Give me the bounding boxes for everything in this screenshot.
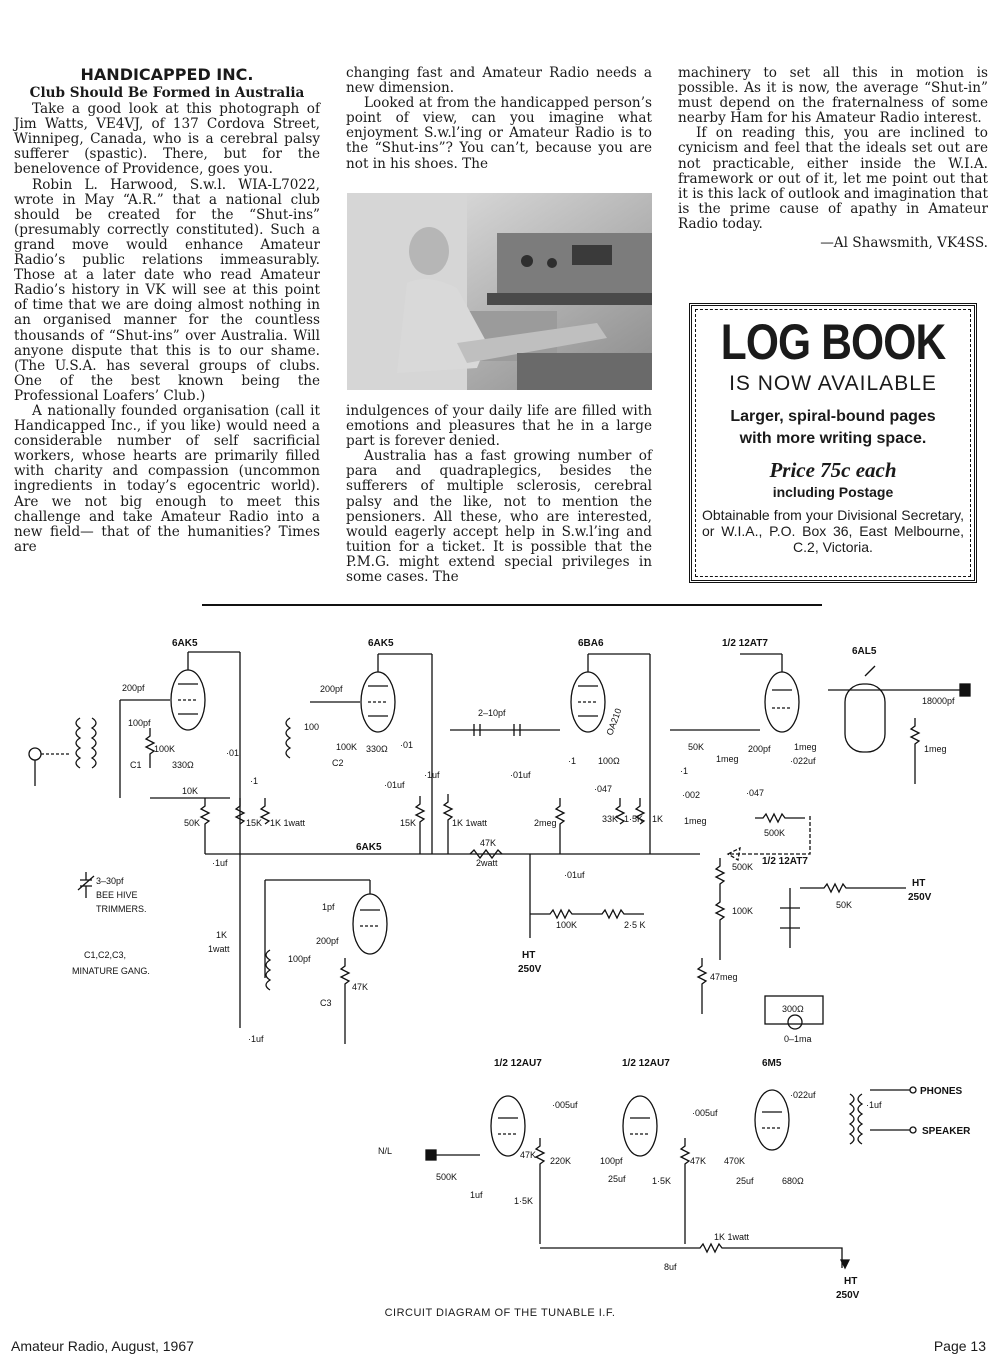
resistor-100k-1	[146, 728, 154, 768]
label-100pf-1: 100pf	[128, 718, 151, 728]
article-signature: —Al Shawsmith, VK4SS.	[820, 235, 988, 252]
tube-6al5	[845, 684, 885, 752]
label-15k-6: 1·5K	[514, 1196, 534, 1206]
article-column-1	[14, 66, 320, 555]
label-c022-4: ·022uf	[790, 756, 816, 766]
label-c1: C1	[130, 760, 142, 770]
label-c01uf-3: ·01uf	[510, 770, 531, 780]
label-trimmers-3: TRIMMERS.	[96, 904, 147, 914]
label-ht-2: HT	[912, 878, 926, 889]
label-8uf: 8uf	[664, 1262, 677, 1272]
output-transformer-secondary-icon	[858, 1094, 862, 1144]
coil-2-icon	[286, 718, 290, 758]
label-1k-1watt-2: 1K 1watt	[452, 818, 488, 828]
label-1k-1watt-8: 1K 1watt	[714, 1232, 750, 1242]
label-200pf-1: 200pf	[122, 683, 145, 693]
label-nl: N/L	[378, 1146, 393, 1156]
label-ht-3-voltage: 250V	[836, 1290, 860, 1301]
coil-3-icon	[266, 950, 270, 990]
label-680-ohm: 680Ω	[782, 1176, 804, 1186]
resistor-50k-c	[800, 884, 906, 892]
article-paragraph: machinery to set all this in motion is possible. As it is now, the average “Shut-in” must depend on the fraternalness of some nearby Ham for his Amateur Radio interest.	[678, 65, 988, 127]
ad-obtain-info: Obtainable from your Divisional Secretary, or W.I.A., P.O. Box 36, East Melbourne, C.2, Victoria.	[702, 507, 964, 555]
resistor-50k-1	[201, 798, 209, 854]
label-47k-6: 47K	[520, 1150, 537, 1160]
label-47k: 47K	[480, 838, 497, 848]
label-100k-1: 100K	[154, 744, 176, 754]
label-c1-c: ·1	[680, 766, 689, 776]
label-47meg: 47meg	[710, 972, 738, 982]
label-33k: 33K	[602, 814, 619, 824]
label-50k-4: 50K	[688, 742, 705, 752]
label-330-2: 330Ω	[366, 744, 388, 754]
label-c1uf-2: ·1uf	[424, 770, 440, 780]
label-gang-2: MINATURE GANG.	[72, 966, 150, 976]
resistor-47k-5	[341, 958, 349, 1044]
label-trimmers-1: 3–30pf	[96, 876, 124, 886]
footer-publication: Amateur Radio, August, 1967	[11, 1338, 194, 1354]
label-trimmers-2: BEE HIVE	[96, 890, 138, 900]
resistor-tuning-chain	[530, 910, 644, 918]
article-paragraph: changing fast and Amateur Radio needs a new dimension.	[346, 65, 652, 97]
label-10k: 10K	[182, 786, 199, 796]
label-300-ohm: 300Ω	[782, 1004, 804, 1014]
label-c1-a: ·1	[250, 776, 259, 786]
ad-postage: including Postage	[772, 484, 894, 500]
label-100pf-5: 100pf	[288, 954, 311, 964]
label-phones: PHONES	[920, 1086, 963, 1097]
article-paragraph: Australia has a fast growing number of para and quadraplegics, besides the sufferers of multiple sclerosis, cerebral palsy and the like, not to mention the pensioners. All these, who are interested, would eagerly accept help in S.w.l’ing and tuition for a ticket. It is possible that the P.M.G. might extend special privileges in some cases. The	[346, 448, 652, 586]
resistor-1k-2	[444, 794, 452, 854]
label-speaker: SPEAKER	[922, 1126, 971, 1137]
article-headline: HANDICAPPED INC.	[80, 65, 254, 84]
label-1meg-b: 1meg	[794, 742, 817, 752]
tube-label-1: 6AK5	[172, 638, 198, 649]
output-transformer-icon	[850, 1094, 854, 1144]
label-c1-b: ·1	[568, 756, 577, 766]
label-2watt: 2watt	[476, 858, 498, 868]
resistor-chain-500k-100k	[716, 858, 724, 960]
article-paragraph: A nationally founded organisation (call it Handicapped Inc., if you like) would need a considerable number of self sacrificial workers, whose hearts are primarily filled with charity and compassion (uncommon ingredients in today’s egocentric world). Are we not big enough to meet this challenge and take Amateur Radio into a new field— that of the humanities? Times are	[14, 402, 320, 555]
label-c2: C2	[332, 758, 344, 768]
label-1pf: 1pf	[322, 902, 335, 912]
tube-label-5: 6AL5	[852, 646, 877, 657]
article-paragraph: Looked at from the handicapped person’s point of view, can you imagine what enjoyment S.w.l’ing or Amateur Radio is to the “Shut-ins”? You can’t, because you are not in his shoes. The	[346, 95, 652, 172]
label-1meg-a: 1meg	[716, 754, 739, 764]
label-oa210: OA210	[604, 706, 624, 737]
label-100-2: 100	[304, 722, 320, 732]
label-500k-b: 500K	[732, 862, 754, 872]
tube-label-3: 6BA6	[578, 638, 604, 649]
article-column-2-continued	[346, 404, 652, 585]
photograph-jim-watts	[347, 193, 652, 390]
phones-terminal-icon	[910, 1087, 916, 1093]
label-47k-5: 47K	[352, 982, 369, 992]
label-c01-2: ·01	[400, 740, 414, 750]
label-47k-7: 47K	[690, 1156, 707, 1166]
section-divider	[202, 604, 822, 606]
label-15k-1: 15K	[246, 818, 263, 828]
label-ht-1-voltage: 250V	[518, 964, 542, 975]
logbook-advertisement	[689, 303, 977, 583]
tube-12at7-1	[765, 672, 799, 732]
resistor-1meg-d	[911, 718, 919, 784]
label-15k-2: 15K	[400, 818, 417, 828]
tube-6ak5-osc	[353, 894, 387, 954]
label-100k-2: 100K	[336, 742, 358, 752]
resistor-2meg	[556, 798, 564, 854]
label-c002: ·002	[682, 790, 701, 800]
label-200pf-5: 200pf	[316, 936, 339, 946]
label-gang-1: C1,C2,C3,	[84, 950, 127, 960]
article-subheadline: Club Should Be Formed in Australia	[29, 85, 305, 101]
label-2meg: 2meg	[534, 818, 557, 828]
label-ht-2-voltage: 250V	[908, 892, 932, 903]
label-1uf-6: 1uf	[470, 1190, 483, 1200]
label-18000pf: 18000pf	[922, 696, 955, 706]
label-100-ohm: 100Ω	[598, 756, 620, 766]
label-15k-7: 1·5K	[652, 1176, 672, 1186]
label-25uf-8: 25uf	[736, 1176, 754, 1186]
label-c01uf-4: ·01uf	[564, 870, 585, 880]
article-column-2	[346, 66, 652, 172]
coil-1-icon	[76, 718, 80, 768]
article-paragraph: indulgences of your daily life are filled with emotions and pleasures that he in a large part is forever denied.	[346, 403, 652, 450]
label-470k: 470K	[724, 1156, 746, 1166]
label-ht-1: HT	[522, 950, 536, 961]
label-220k: 220K	[550, 1156, 572, 1166]
tube-label-9: 1/2 12AU7	[622, 1058, 670, 1069]
label-1k-3: 1K	[652, 814, 664, 824]
label-15k-3: 1·5K	[624, 814, 644, 824]
label-100pf-7: 100pf	[600, 1156, 623, 1166]
label-c1uf-a: ·1uf	[212, 858, 228, 868]
tube-label-6: 6AK5	[356, 842, 382, 853]
tube-label-10: 6M5	[762, 1058, 782, 1069]
label-1watt-5: 1watt	[208, 944, 230, 954]
label-c047-2: ·047	[746, 788, 765, 798]
label-c3: C3	[320, 998, 332, 1008]
resistor-1k-1	[261, 798, 269, 824]
label-1meg-c: 1meg	[684, 816, 707, 826]
nl-terminal-icon	[426, 1150, 436, 1160]
label-1k-1watt-1: 1K 1watt	[270, 818, 306, 828]
article-paragraph: Robin L. Harwood, S.w.l. WIA-L7022, wrote in May “A.R.” that a national club should be created for the “Shut-ins” (presumably correctly constituted). Such a grand move would enhance Amateur Radio’s public relations immeasurably. Those at a later date who read Amateur Radio’s history in VK will see at this point of time that we are doing almost nothing in an organised manner for the countless thousands of “Shut-ins” over Australia. Will anyone dispute that this is to our shame. (The U.S.A. has several groups of clubs. One of the best known being the Professional Loafers’ Club.)	[14, 176, 320, 404]
label-50k-c: 50K	[836, 900, 853, 910]
coil-1b-icon	[92, 718, 96, 768]
photo-illustration	[347, 193, 652, 390]
article-paragraph: If on reading this, you are inclined to cynicism and feel that the ideals set out are not practicable, either inside the W.I.A. framework or out of it, let me point out that it is this lack of outlook and imagination that is the prime cause of apathy in Amateur Radio today.	[678, 125, 988, 232]
switch-icon	[865, 666, 875, 676]
tube-label-2: 6AK5	[368, 638, 394, 649]
resistor-47meg	[698, 958, 706, 1014]
label-c047-1: ·047	[594, 784, 613, 794]
ad-description-line-1: Larger, spiral-bound pages	[730, 408, 936, 425]
article-paragraph: Take a good look at this photograph of Jim Watts, VE4VJ, of 137 Cordova Street, Winnipeg, Canada, who is a cerebral palsy sufferer (spastic). There, but for the benelovence of Providence, goes you.	[14, 101, 320, 178]
footer-page-number: Page 13	[933, 1338, 986, 1354]
label-50k-1: 50K	[184, 818, 201, 828]
tube-label-7: 1/2 12AT7	[762, 856, 808, 867]
circuit-caption: CIRCUIT DIAGRAM OF THE TUNABLE I.F.	[384, 1307, 616, 1319]
ad-price: Price 75c each	[769, 458, 897, 482]
label-100k-b: 100K	[732, 906, 754, 916]
tube-label-4: 1/2 12AT7	[722, 638, 768, 649]
trimmer-capacitor-icon	[78, 872, 94, 898]
label-1k-5: 1K	[216, 930, 228, 940]
label-2-5k: 2·5 K	[624, 920, 646, 930]
tube-6m5	[755, 1090, 789, 1150]
label-022-8: ·022uf	[790, 1090, 816, 1100]
article-column-3	[678, 66, 988, 251]
label-1uf-8: ·1uf	[866, 1100, 882, 1110]
label-25uf-7: 25uf	[608, 1174, 626, 1184]
resistor-500k-a	[755, 814, 805, 822]
label-200pf-2: 200pf	[320, 684, 343, 694]
label-c1uf-5: ·1uf	[248, 1034, 264, 1044]
speaker-terminal-icon	[910, 1127, 916, 1133]
tube-label-8: 1/2 12AU7	[494, 1058, 542, 1069]
output-terminal-icon	[960, 684, 970, 696]
input-jack-icon	[29, 748, 41, 760]
tube-12at7-2	[780, 888, 800, 948]
circuit-diagram	[0, 618, 1000, 1318]
label-500k-c: 500K	[436, 1172, 458, 1182]
meter-icon	[788, 1015, 802, 1029]
label-meter: 0–1ma	[784, 1034, 812, 1044]
label-200pf-4: 200pf	[748, 744, 771, 754]
label-500k-a: 500K	[764, 828, 786, 838]
label-100k-c: 100K	[556, 920, 578, 930]
tube-12au7-2	[623, 1096, 657, 1156]
ad-subtitle: IS NOW AVAILABLE	[729, 372, 937, 395]
resistor-47k-7	[681, 1138, 689, 1244]
ad-title: LOG BOOK	[720, 314, 946, 370]
ad-description-line-2: with more writing space.	[739, 430, 927, 447]
resistor-1k-8	[540, 1244, 842, 1268]
label-c01-1: ·01	[226, 748, 240, 758]
resistor-15k-2	[416, 796, 424, 854]
tube-12au7-1	[491, 1096, 525, 1156]
label-2-10pf: 2–10pf	[478, 708, 506, 718]
label-330-1: 330Ω	[172, 760, 194, 770]
label-c01uf-2: ·01uf	[384, 780, 405, 790]
label-ht-3: HT	[844, 1276, 858, 1287]
resistor-47k-6	[536, 1138, 544, 1244]
label-005-7: ·005uf	[692, 1108, 718, 1118]
label-1meg-d: 1meg	[924, 744, 947, 754]
label-005-6: ·005uf	[552, 1100, 578, 1110]
